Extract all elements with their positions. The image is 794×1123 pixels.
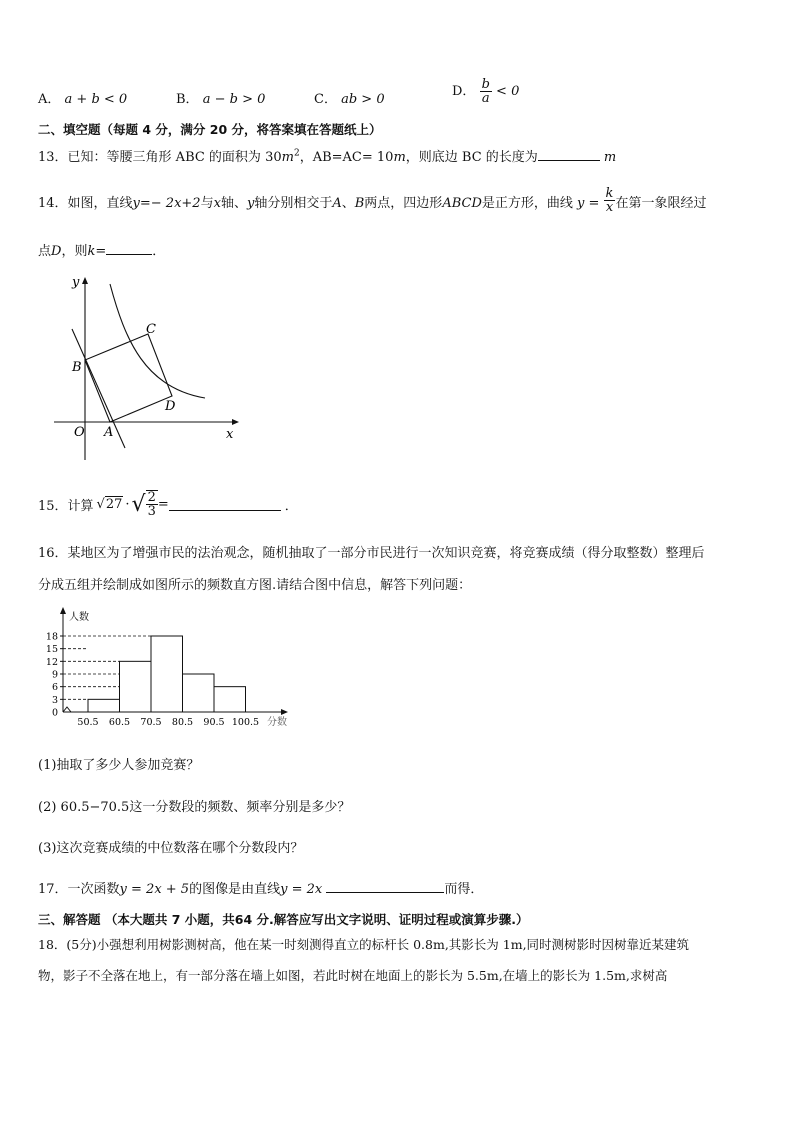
histogram-x-tick-label: 70.5	[140, 717, 162, 728]
hyperbola-curve	[110, 284, 205, 398]
histogram-y-label: 人数	[69, 612, 89, 623]
option-a	[38, 88, 127, 107]
histogram-bar-5	[214, 687, 246, 712]
section-3-title: 三、解答题 （本大题共 7 小题，共64 分.解答应写出文字说明、证明过程或演算步骤.）	[38, 912, 529, 927]
sqrt-two-thirds: √ $\frac{2}{3}$	[131, 490, 156, 519]
histogram-bar-1	[88, 699, 120, 712]
label-d: D	[165, 399, 176, 414]
question-15: 15．计算 √27 · √ $\frac{2}{3}$ = ．	[38, 490, 298, 519]
label-o: O	[74, 425, 85, 440]
histogram-y-tick-label: 6	[51, 682, 58, 694]
histogram-x-tick-label: 80.5	[171, 717, 194, 728]
question-16-line-1: 16．某地区为了增强市民的法治观念，随机抽取了一部分市民进行一次知识竞赛，将竞赛成绩（得分取整数）整理后	[38, 546, 705, 561]
histogram-y-arrow	[60, 607, 66, 614]
question-18-line-1: 18．(5分)小强想利用树影测树高，他在某一时刻测得直立的标杆长 0.8m,其影长为 1m,同时测树影时因树靠近某建筑	[38, 937, 690, 952]
label-b: B	[72, 360, 82, 375]
answer-blank-17[interactable]	[326, 880, 444, 893]
histogram-y-tick-label: 9	[51, 669, 58, 681]
question-14: 14．如图，直线y=− 2x+2与x轴、y轴分别相交于A、B两点，四边形ABCD是正方形，曲线 y = $\frac{k}{x}$ 在第一象限经过	[38, 186, 707, 215]
histogram-y-tick-label: 3	[51, 694, 58, 706]
option-c-expr: ab > 0	[341, 92, 385, 107]
label-y: y	[72, 275, 80, 290]
histogram-x-tick-label: 50.5	[77, 717, 99, 728]
option-d-label: D．	[452, 84, 476, 99]
histogram-x-tick-label: 60.5	[108, 717, 131, 728]
option-b-expr: a − b > 0	[202, 92, 266, 107]
square-hyperbola-figure	[50, 270, 250, 470]
answer-blank-13[interactable]	[538, 148, 600, 161]
option-c-label: C．	[314, 92, 337, 107]
answer-blank-14[interactable]	[106, 242, 152, 255]
histogram-y-tick-label: 12	[45, 656, 58, 668]
histogram-bar-4	[183, 674, 215, 712]
option-b-label: B．	[176, 92, 199, 107]
histogram-y-ticks	[46, 632, 63, 719]
option-a-label: A．	[38, 92, 61, 107]
x-axis-arrow	[232, 419, 239, 425]
question-16-sub-2: (2) 60.5−70.5这一分数段的频数、频率分别是多少？	[38, 800, 351, 815]
question-16-sub-3: (3)这次竞赛成绩的中位数落在哪个分数段内？	[38, 841, 304, 856]
question-13: 13．已知：等腰三角形 ABC 的面积为 $30m^2$，AB=AC= 10m，则底边 BC 的长度为 m	[38, 148, 617, 165]
option-d-fraction: $\frac{b}{a}$	[481, 77, 490, 106]
option-c	[314, 88, 385, 107]
histogram-x-tick-label: 90.5	[203, 717, 225, 728]
histogram-x-label: 分数	[267, 717, 287, 728]
k-over-x-fraction: $\frac{k}{x}$	[605, 186, 614, 215]
question-17: 17．一次函数y = 2x + 5的图像是由直线y = 2x 而得．	[38, 882, 484, 897]
question-16-sub-1: (1)抽取了多少人参加竞赛？	[38, 758, 200, 773]
histogram-bar-3	[151, 636, 183, 712]
frequency-histogram	[36, 604, 296, 728]
option-d	[452, 78, 519, 105]
answer-blank-15[interactable]	[169, 498, 281, 511]
label-c: C	[146, 322, 156, 337]
histogram-bar-2	[120, 661, 152, 712]
histogram-x-arrow	[281, 709, 288, 715]
sqrt-27: √27	[96, 496, 123, 512]
histogram-y-tick-label: 15	[45, 644, 58, 656]
section-2-title: 二、填空题（每题 4 分，满分 20 分，将答案填在答题纸上）	[38, 122, 382, 137]
histogram-x-tick-label: 100.5	[231, 717, 260, 728]
question-14-line-2: 点D，则k= ．	[38, 244, 166, 259]
y-axis-arrow	[82, 277, 88, 284]
option-d-rest: < 0	[496, 84, 520, 99]
option-a-expr: a + b < 0	[64, 92, 128, 107]
label-a: A	[104, 425, 114, 440]
question-16-line-2: 分成五组并绘制成如图所示的频数直方图.请结合图中信息，解答下列问题：	[38, 578, 472, 593]
histogram-y-tick-label: 18	[45, 631, 58, 643]
histogram-y-tick-label: 0	[51, 707, 58, 719]
label-x: x	[226, 427, 234, 442]
option-b	[176, 88, 265, 107]
histogram-bars	[88, 636, 246, 712]
histogram-x-ticks	[77, 717, 259, 728]
axis-break-mark	[63, 707, 71, 712]
question-18-line-2: 物，影子不全落在地上，有一部分落在墙上如图，若此时树在地面上的影长为 5.5m,在墙上的影长为 1.5m,求树高	[38, 968, 668, 983]
